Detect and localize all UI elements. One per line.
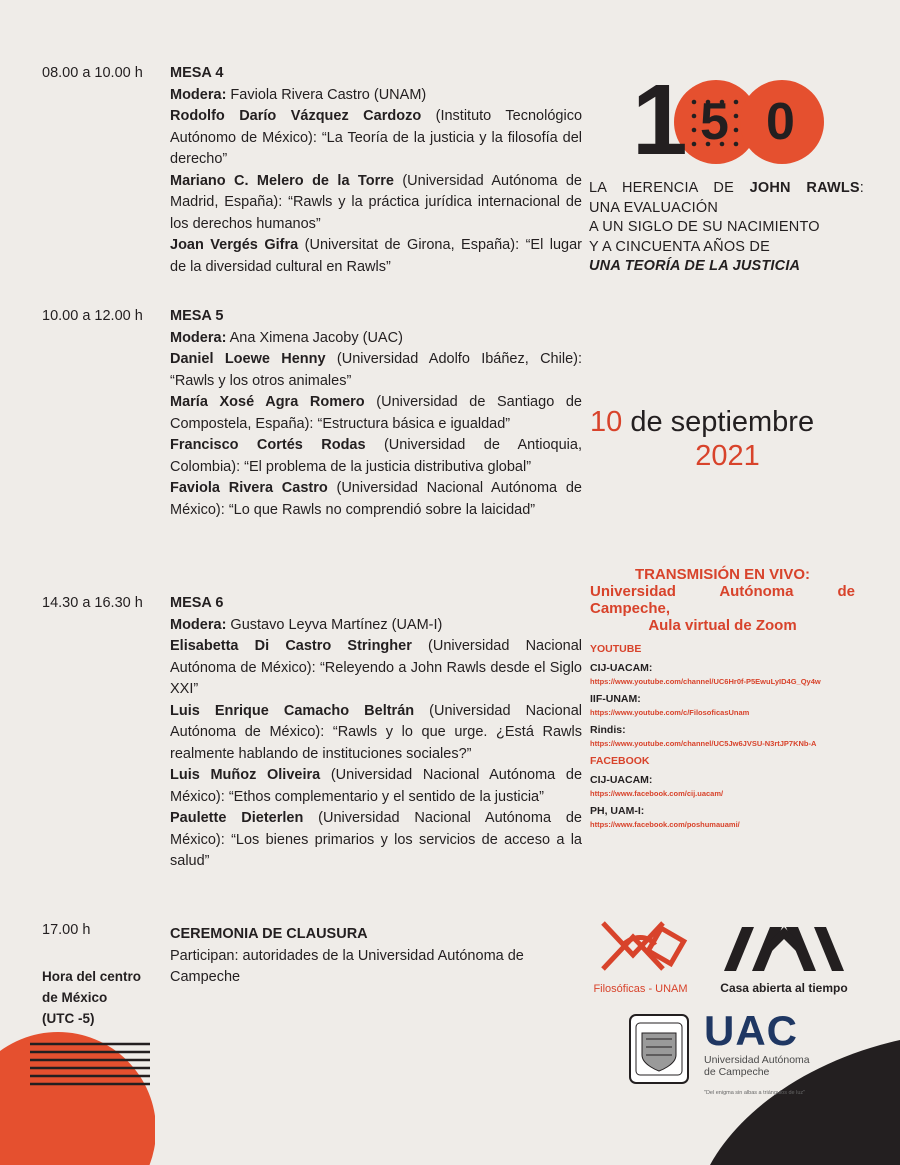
- uac-wordmark: UAC: [704, 1007, 798, 1054]
- talk-detail: (Universidad de Antioquia, Colombia): “El problema de la justicia distributiva global”: [170, 437, 582, 475]
- facebook-heading: FACEBOOK: [590, 755, 650, 767]
- mesa6-talk-1: [170, 636, 582, 701]
- link-label: CIJ-UACAM:: [590, 662, 653, 674]
- mesa5-talk-1: [170, 349, 582, 392]
- talk-detail: (Universidad Nacional Autónoma de México): “Lo que Rawls no comprendió sobre la laicidad”: [170, 480, 582, 518]
- speaker-name: Faviola Rivera Castro: [170, 480, 328, 496]
- timezone-note: [42, 966, 141, 1029]
- mesa5-block: [170, 306, 582, 521]
- event-date: [590, 405, 865, 473]
- closing-block: [170, 924, 582, 989]
- mesa4-time: 08.00 a 10.00 h: [42, 65, 143, 81]
- speaker-name: Joan Vergés Gifra: [170, 237, 299, 253]
- youtube-link[interactable]: https://www.youtube.com/c/FilosoficasUnam: [590, 708, 750, 717]
- moderator-name: Ana Ximena Jacoby (UAC): [226, 329, 403, 346]
- facebook-link[interactable]: https://www.facebook.com/cij.uacam/: [590, 789, 724, 798]
- logo-150: [632, 64, 827, 176]
- stream-venue: Universidad Autónoma de Campeche,: [590, 583, 855, 617]
- mesa4-moderator: [170, 85, 582, 107]
- logo-digit: 5: [700, 93, 729, 151]
- stream-links: [590, 643, 880, 831]
- speaker-name: María Xosé Agra Romero: [170, 394, 365, 410]
- link-label: CIJ-UACAM:: [590, 774, 653, 786]
- stream-header: [590, 566, 855, 634]
- mesa5-talk-4: [170, 478, 582, 521]
- mesa5-moderator: [170, 328, 582, 350]
- mesa6-time: 14.30 a 16.30 h: [42, 595, 143, 611]
- uam-icon: [722, 925, 846, 973]
- event-title: [589, 179, 864, 277]
- mesa4-block: [170, 63, 582, 278]
- talk-detail: (Universidad Autónoma de Madrid, España): “Rawls y la práctica jurídica internacional de los derechos humanos”: [170, 172, 582, 232]
- mesa6-moderator: [170, 615, 582, 637]
- stream-title: TRANSMISIÓN EN VIVO:: [634, 566, 810, 583]
- mesa5-talk-3: [170, 435, 582, 478]
- talk-detail: (Universidad Nacional Autónoma de México): “Ethos complementario y el sentido de la justicia”: [170, 767, 583, 805]
- talk-detail: (Universidad Nacional Autónoma de México): “Los bienes primarios y los servicios de acceso a la salud”: [170, 810, 582, 869]
- date-day: 10: [590, 406, 623, 438]
- logo-digit: 0: [766, 93, 795, 151]
- mesa5-time: 10.00 a 12.00 h: [42, 308, 143, 324]
- closing-time: 17.00 h: [42, 922, 91, 938]
- decorative-circle: [0, 1030, 155, 1165]
- event-title-line: UNA EVALUACIÓN: [589, 199, 719, 216]
- speaker-name: Luis Enrique Camacho Beltrán: [170, 702, 415, 719]
- moderator-name: Faviola Rivera Castro (UNAM): [226, 86, 427, 103]
- facebook-link[interactable]: https://www.facebook.com/poshumauami/: [590, 820, 740, 829]
- link-label: PH, UAM-I:: [590, 805, 645, 817]
- timezone-line: (UTC -5): [42, 1011, 95, 1026]
- speaker-name: Luis Muñoz Oliveira: [170, 767, 321, 783]
- logo-uac: [704, 1008, 824, 1078]
- speaker-name: Rodolfo Darío Vázquez Cardozo: [170, 108, 422, 124]
- mesa4-title: MESA 4: [170, 65, 224, 81]
- logo-filosoficas-unam: [588, 915, 693, 995]
- moderator-label: Modera:: [170, 86, 227, 103]
- closing-text: Participan: autoridades de la Universidad Autónoma de Campeche: [170, 947, 524, 985]
- speaker-name: Paulette Dieterlen: [170, 810, 304, 826]
- timezone-line: Hora del centro: [42, 969, 142, 984]
- talk-detail: (Universidad de Santiago de Compostela, España): “Estructura básica e igualdad”: [170, 394, 582, 432]
- youtube-link[interactable]: https://www.youtube.com/channel/UC5Jw6JVSU-N3rtJP7KNb-A: [590, 739, 817, 748]
- logo-uam: [714, 925, 854, 995]
- speaker-name: Elisabetta Di Castro Stringher: [170, 638, 412, 654]
- youtube-heading: YOUTUBE: [590, 643, 642, 655]
- moderator-label: Modera:: [170, 616, 227, 633]
- mesa6-talk-4: [170, 808, 582, 873]
- book-title: UNA TEORÍA DE LA JUSTICIA: [589, 258, 801, 274]
- event-title-line: [589, 179, 864, 199]
- mesa4-talk-1: [170, 106, 582, 171]
- mesa5-talk-2: [170, 392, 582, 435]
- talk-detail: (Universitat de Girona, España): “El lugar de la diversidad cultural en Rawls”: [170, 237, 582, 275]
- mesa6-block: [170, 593, 582, 873]
- speaker-name: Daniel Loewe Henny: [170, 351, 326, 367]
- logo-digit: 1: [632, 64, 684, 176]
- filosoficas-unam-caption: Filosóficas - UNAM: [593, 983, 688, 995]
- moderator-label: Modera:: [170, 329, 227, 346]
- uam-caption: Casa abierta al tiempo: [720, 981, 848, 995]
- closing-title: CEREMONIA DE CLAUSURA: [170, 926, 368, 942]
- youtube-link[interactable]: https://www.youtube.com/channel/UC6Hr0f-P5EwuLyID4G_Qy4w: [590, 677, 821, 686]
- mesa5-title: MESA 5: [170, 308, 224, 324]
- speaker-name: Mariano C. Melero de la Torre: [170, 172, 394, 189]
- date-year: 2021: [695, 440, 760, 472]
- mesa6-title: MESA 6: [170, 595, 224, 611]
- link-label: IIF-UNAM:: [590, 693, 641, 705]
- event-title-line: A UN SIGLO DE SU NACIMIENTO: [589, 219, 820, 235]
- link-label: Rindis:: [590, 724, 626, 736]
- moderator-name: Gustavo Leyva Martínez (UAM-I): [226, 616, 443, 633]
- timezone-line: de México: [42, 990, 108, 1005]
- talk-detail: (Universidad Nacional Autónoma de México): “Releyendo a John Rawls desde el Siglo XXI”: [170, 638, 582, 697]
- uac-motto: "Del enigma sin albas a triángulos de luz": [704, 1090, 806, 1096]
- filosoficas-unam-icon: [593, 915, 689, 977]
- mesa4-talk-3: [170, 235, 582, 278]
- title-name: JOHN RAWLS: [749, 180, 860, 196]
- uac-name-line: Universidad Autónoma: [704, 1054, 810, 1066]
- uac-name-line: de Campeche: [704, 1066, 770, 1078]
- mesa6-talk-3: [170, 765, 582, 808]
- mesa4-talk-2: [170, 171, 582, 236]
- event-title-line: Y A CINCUENTA AÑOS DE: [589, 238, 770, 255]
- speaker-name: Francisco Cortés Rodas: [170, 437, 366, 453]
- uac-seal-icon: [628, 1013, 690, 1085]
- talk-detail: (Universidad Nacional Autónoma de México): “Rawls y lo que urge. ¿Está Rawls realmente hablando de instituciones sociales?”: [170, 702, 582, 762]
- talk-detail: (Instituto Tecnológico Autónomo de México): “La Teoría de la justicia y la filosofía del derecho”: [170, 108, 583, 167]
- talk-detail: (Universidad Adolfo Ibáñez, Chile): “Rawls y los otros animales”: [170, 351, 582, 389]
- stream-platform: Aula virtual de Zoom: [648, 617, 797, 634]
- title-text: :: [859, 180, 864, 196]
- date-month: de septiembre: [622, 406, 815, 438]
- title-text: LA HERENCIA DE: [589, 180, 750, 196]
- mesa6-talk-2: [170, 701, 582, 766]
